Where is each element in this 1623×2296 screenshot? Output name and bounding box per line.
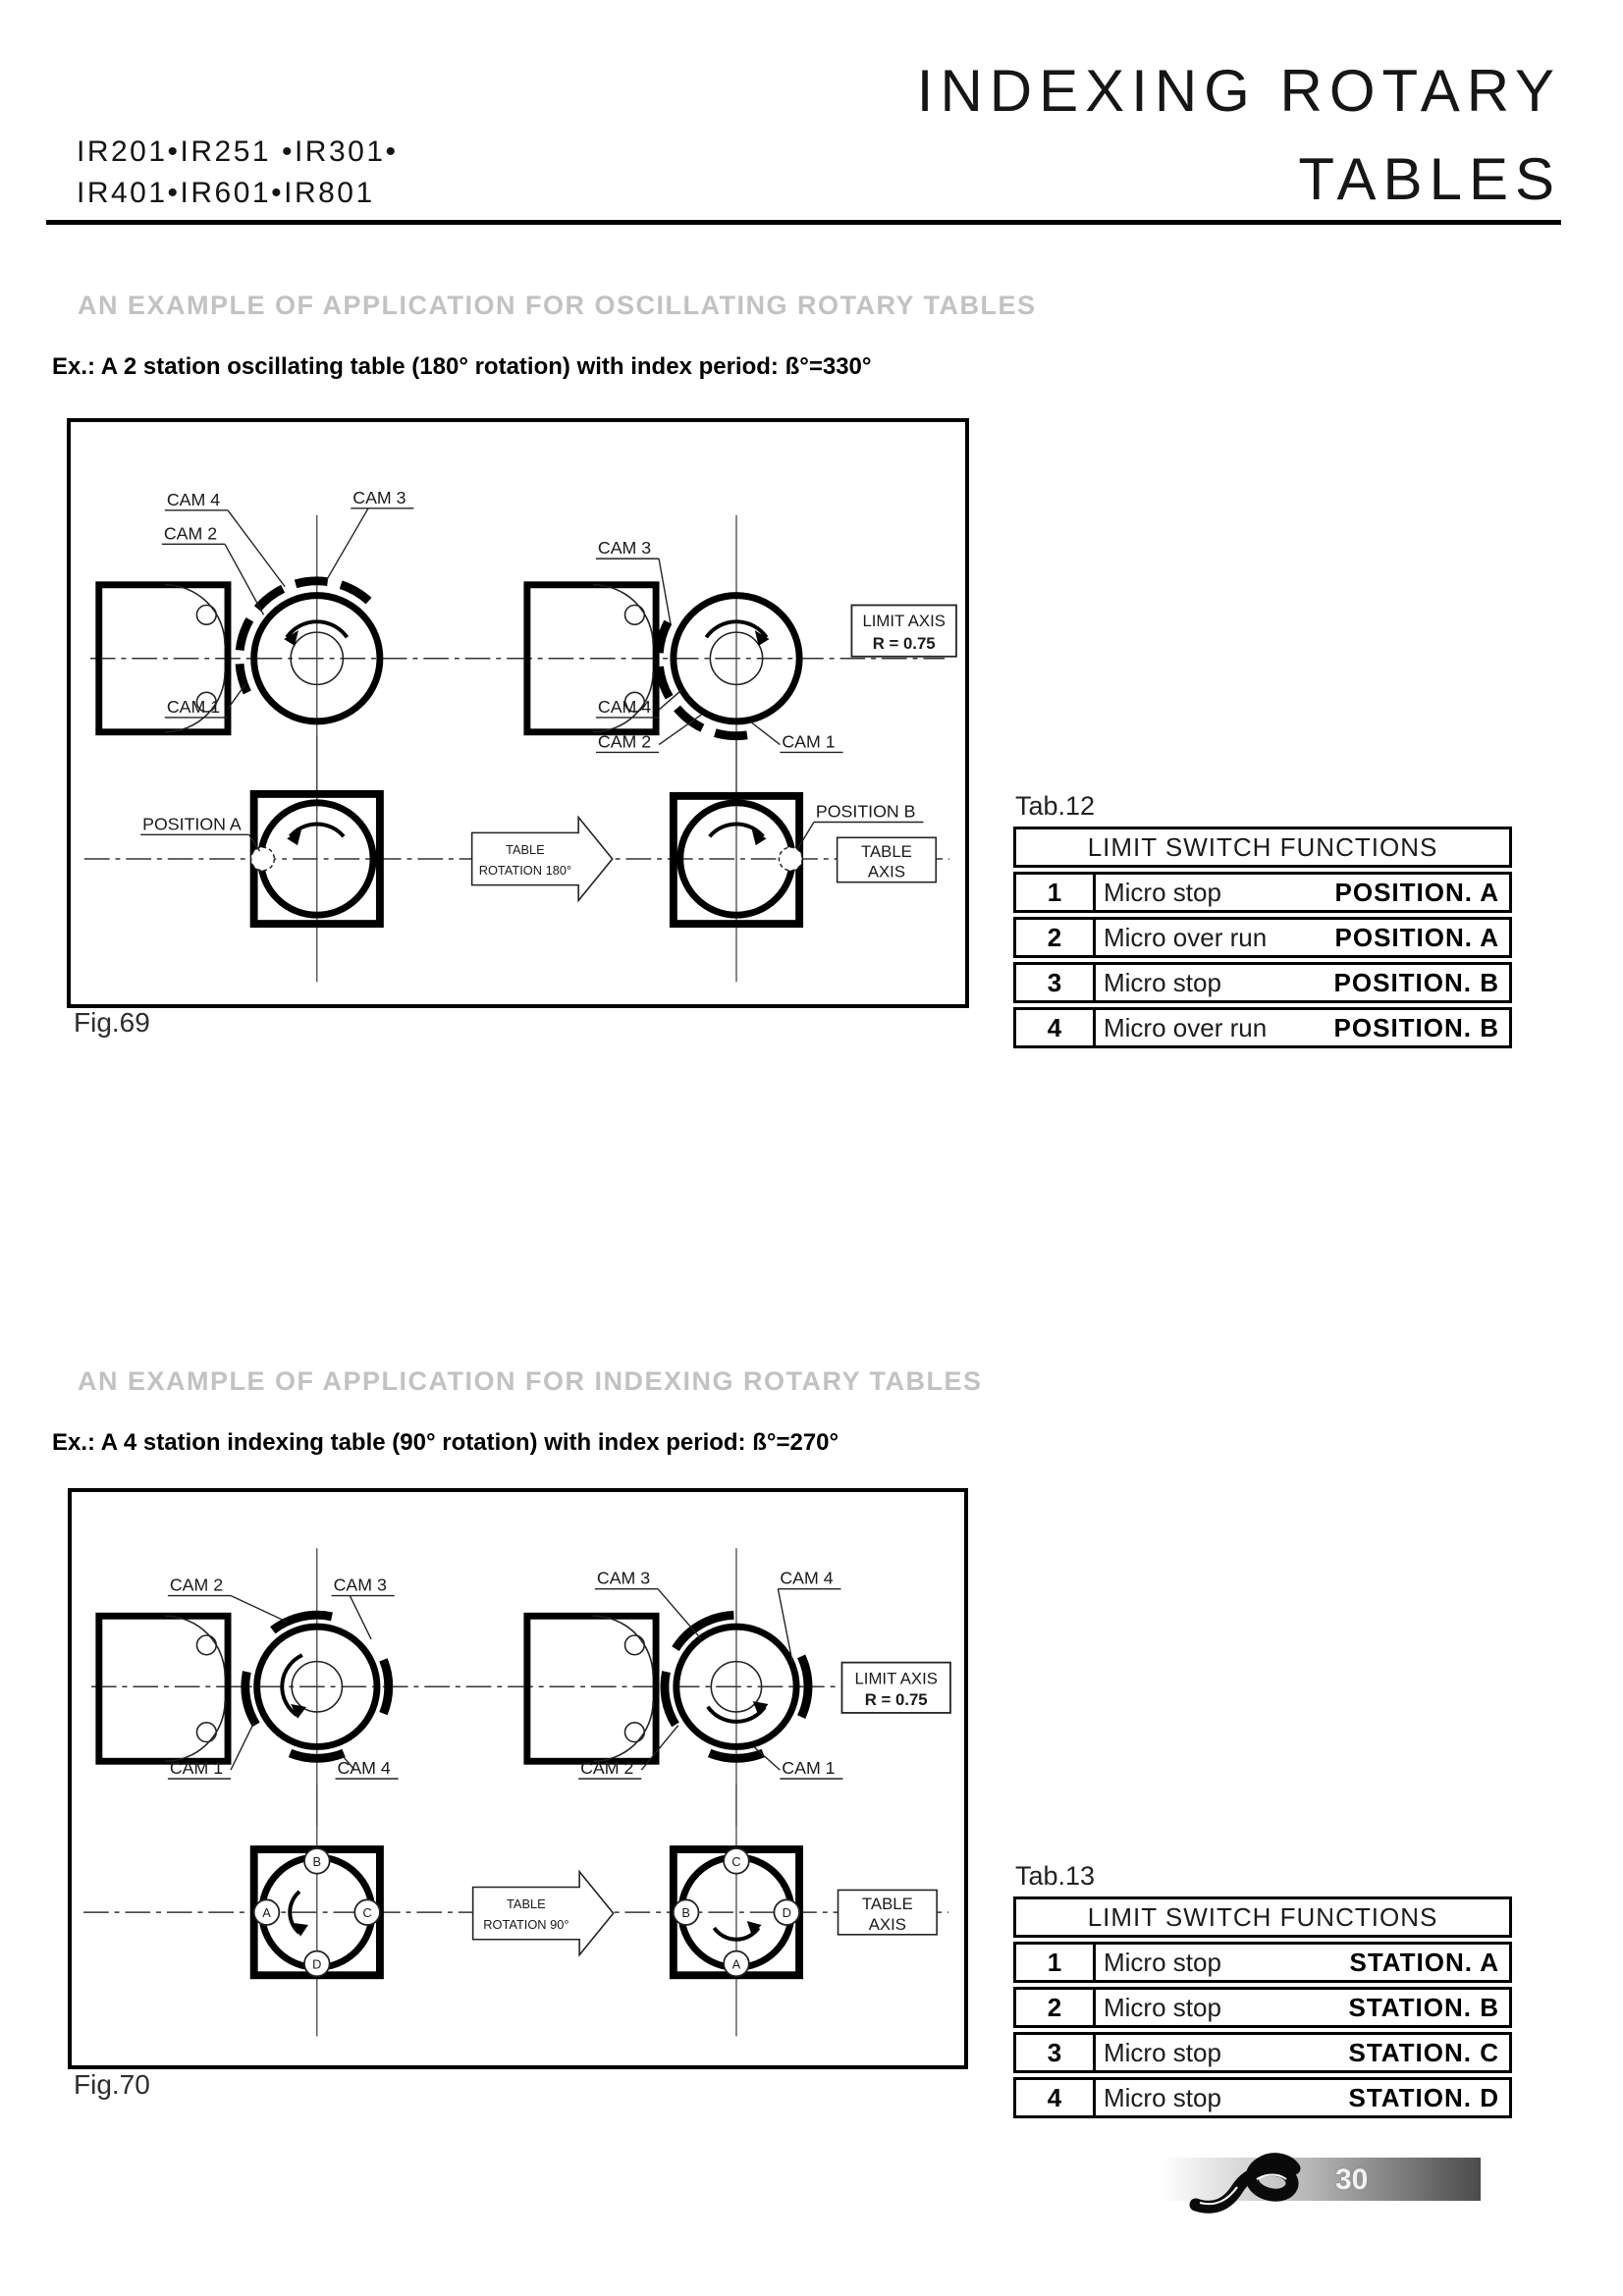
row-number: 3 bbox=[1016, 965, 1096, 1000]
table-axis-line1: TABLE bbox=[861, 1895, 913, 1914]
limit-axis-value: R = 0.75 bbox=[872, 633, 936, 653]
station-letter: B bbox=[312, 1853, 322, 1869]
header-rule bbox=[46, 220, 1561, 225]
station-letter: D bbox=[312, 1956, 322, 1972]
station-letter: A bbox=[731, 1956, 741, 1972]
leader-line bbox=[659, 715, 701, 745]
cam-label: CAM 1 bbox=[782, 1758, 836, 1779]
leader-line bbox=[658, 1589, 700, 1638]
rotation-label-line2: ROTATION 180° bbox=[478, 862, 572, 878]
model-list-line1: IR201•IR251 •IR301• bbox=[77, 135, 399, 168]
cam-label: CAM 3 bbox=[597, 538, 652, 559]
table-rotation-arrow bbox=[472, 818, 613, 901]
cam-label: CAM 2 bbox=[580, 1758, 634, 1779]
page-number: 30 bbox=[1335, 2163, 1369, 2196]
position-a-label: POSITION A bbox=[142, 814, 242, 834]
rotation-label-line1: TABLE bbox=[507, 1896, 546, 1912]
station-letter: C bbox=[362, 1905, 372, 1921]
row-station: STATION. B bbox=[1348, 1992, 1499, 2022]
table-row bbox=[1013, 872, 1512, 913]
row-position: POSITION. A bbox=[1334, 922, 1499, 952]
row-function: Micro stop bbox=[1104, 967, 1221, 997]
station-letter: B bbox=[681, 1905, 690, 1921]
example-text-indexing: Ex.: A 4 station indexing table (90° rotation) with index period: ß°=270° bbox=[52, 1429, 839, 1456]
row-number: 4 bbox=[1016, 2080, 1096, 2115]
row-number: 2 bbox=[1016, 920, 1096, 955]
position-marker bbox=[251, 847, 275, 871]
leader-line bbox=[231, 1596, 287, 1623]
row-number: 4 bbox=[1016, 1010, 1096, 1045]
cam-segment bbox=[715, 733, 747, 736]
table-header: LIMIT SWITCH FUNCTIONS bbox=[1013, 1896, 1512, 1938]
page-title-line1: INDEXING ROTARY bbox=[916, 58, 1561, 124]
table-axis-line2: AXIS bbox=[867, 862, 906, 881]
cam-label: CAM 4 bbox=[597, 697, 652, 718]
table-axis-line1: TABLE bbox=[860, 842, 912, 862]
rotation-label-line1: TABLE bbox=[506, 842, 545, 858]
page-title-line2: TABLES bbox=[1298, 146, 1561, 212]
leader-line bbox=[327, 508, 368, 580]
switch-roller bbox=[196, 1635, 216, 1655]
row-position: POSITION. B bbox=[1333, 1012, 1499, 1042]
figure-69-label: Fig.69 bbox=[74, 1007, 150, 1038]
switch-roller bbox=[625, 605, 645, 624]
cam-label: CAM 2 bbox=[163, 523, 218, 544]
cam-segment bbox=[659, 667, 669, 697]
row-position: POSITION. A bbox=[1334, 877, 1499, 907]
section-heading-oscillating: AN EXAMPLE OF APPLICATION FOR OSCILLATING ROTARY TABLES bbox=[78, 291, 1037, 320]
section-heading-indexing: AN EXAMPLE OF APPLICATION FOR INDEXING ROTARY TABLES bbox=[78, 1366, 983, 1396]
row-station: STATION. D bbox=[1348, 2082, 1499, 2112]
table-row bbox=[1013, 2032, 1512, 2073]
leader-line bbox=[641, 1726, 677, 1770]
cam-segment bbox=[296, 581, 328, 584]
leader-line bbox=[231, 1723, 254, 1770]
row-function: Micro stop bbox=[1104, 1947, 1221, 1977]
cam-label: CAM 4 bbox=[780, 1568, 834, 1588]
figure-70-label: Fig.70 bbox=[74, 2069, 150, 2100]
row-function: Micro stop bbox=[1104, 877, 1221, 907]
figure-69-box bbox=[67, 418, 969, 1008]
limit-axis-value: R = 0.75 bbox=[864, 1690, 928, 1710]
switch-roller bbox=[196, 605, 216, 624]
tab-12-label: Tab.12 bbox=[1015, 791, 1096, 821]
row-station: STATION. A bbox=[1349, 1947, 1499, 1977]
tab-13-label: Tab.13 bbox=[1015, 1861, 1096, 1891]
row-function: Micro stop bbox=[1104, 1992, 1221, 2022]
cam-label: CAM 4 bbox=[166, 489, 221, 509]
cam-segment bbox=[240, 619, 249, 650]
table-row bbox=[1013, 2077, 1512, 2118]
figure-69-drawing bbox=[71, 422, 965, 1004]
leader-line bbox=[228, 510, 285, 587]
switch-roller bbox=[625, 1635, 645, 1655]
logo-knot-stroke bbox=[1196, 2160, 1294, 2208]
model-list-line2: IR401•IR601•IR801 bbox=[77, 177, 375, 209]
cam-label: CAM 3 bbox=[333, 1575, 387, 1595]
row-position: POSITION. B bbox=[1333, 967, 1499, 997]
leader-line bbox=[750, 721, 781, 745]
table-row bbox=[1013, 1942, 1512, 1983]
figure-70-box bbox=[68, 1488, 968, 2069]
rotation-label-line2: ROTATION 90° bbox=[483, 1916, 569, 1932]
row-number: 1 bbox=[1016, 1945, 1096, 1980]
cam-label: CAM 1 bbox=[169, 1758, 224, 1779]
table-row bbox=[1013, 1007, 1512, 1048]
limit-axis-label: LIMIT AXIS bbox=[854, 1669, 938, 1688]
cam-label: CAM 2 bbox=[169, 1575, 224, 1595]
table-rotation-arrow bbox=[473, 1872, 614, 1955]
cam-label: CAM 1 bbox=[166, 697, 221, 718]
row-number: 2 bbox=[1016, 1990, 1096, 2025]
cam-label: CAM 3 bbox=[596, 1568, 651, 1588]
row-function: Micro over run bbox=[1104, 922, 1268, 952]
brand-logo-icon bbox=[1186, 2142, 1308, 2226]
cam-label: CAM 1 bbox=[782, 731, 836, 752]
station-letter: C bbox=[731, 1853, 741, 1869]
switch-housing bbox=[527, 1616, 656, 1761]
cam-label: CAM 3 bbox=[352, 487, 406, 507]
cam-segment bbox=[659, 622, 668, 654]
table-axis-line2: AXIS bbox=[868, 1914, 906, 1934]
row-function: Micro stop bbox=[1104, 2037, 1221, 2067]
row-function: Micro stop bbox=[1104, 2082, 1221, 2112]
position-marker bbox=[779, 847, 802, 871]
station-letter: D bbox=[782, 1905, 791, 1921]
switch-roller bbox=[625, 1723, 645, 1742]
row-number: 1 bbox=[1016, 875, 1096, 910]
limit-axis-label: LIMIT AXIS bbox=[862, 612, 946, 631]
row-station: STATION. C bbox=[1348, 2037, 1499, 2067]
position-b-label: POSITION B bbox=[815, 801, 916, 822]
cam-label: CAM 4 bbox=[337, 1758, 391, 1779]
leader-line bbox=[350, 1596, 371, 1639]
switch-roller bbox=[196, 1723, 216, 1742]
tab-12-table bbox=[1013, 827, 1512, 1048]
station-letter: A bbox=[262, 1905, 271, 1921]
row-number: 3 bbox=[1016, 2035, 1096, 2070]
leader-line bbox=[659, 559, 671, 623]
table-header: LIMIT SWITCH FUNCTIONS bbox=[1013, 827, 1512, 868]
table-row bbox=[1013, 962, 1512, 1003]
cam-label: CAM 2 bbox=[597, 731, 652, 752]
figure-70-drawing bbox=[72, 1492, 964, 2065]
example-text-oscillating: Ex.: A 2 station oscillating table (180° rotation) with index period: ß°=330° bbox=[52, 353, 872, 380]
table-row bbox=[1013, 1987, 1512, 2028]
tab-13-table bbox=[1013, 1896, 1512, 2118]
row-function: Micro over run bbox=[1104, 1012, 1268, 1042]
table-row bbox=[1013, 917, 1512, 958]
switch-housing bbox=[99, 1616, 228, 1761]
